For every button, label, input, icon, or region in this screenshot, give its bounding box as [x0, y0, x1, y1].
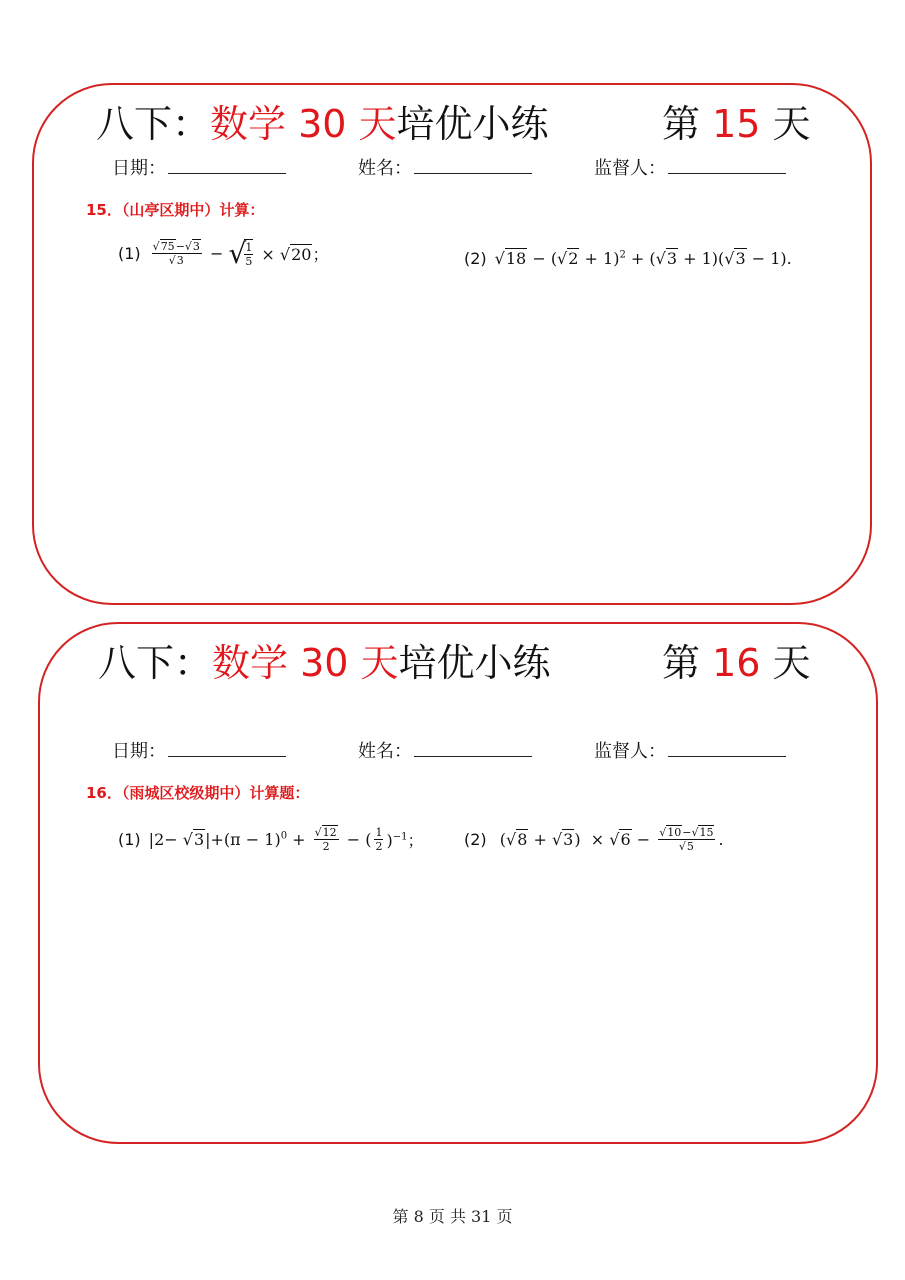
day-number: 15 [712, 102, 761, 146]
practice-card-day-15 [32, 83, 872, 605]
fraction: $\frac{√75-√3}{√3}$ [152, 240, 200, 267]
date-field[interactable] [112, 155, 286, 182]
practice-card-day-16 [38, 622, 878, 1144]
fraction: $\frac{√10-√15}{√5}$ [659, 826, 714, 853]
day-suffix: 天 [760, 641, 811, 685]
supervisor-blank[interactable] [668, 155, 786, 174]
supervisor-field[interactable] [594, 155, 786, 182]
name-blank[interactable] [414, 155, 532, 174]
problem-1: (1) $\frac{√75-√3}{√3}$ − √ $\frac{1}{5}$ × √20； [118, 236, 329, 270]
date-blank[interactable] [168, 155, 286, 174]
question-heading: 16．（雨城区校级期中）计算题： [86, 784, 310, 802]
date-field[interactable] [112, 738, 286, 765]
day-suffix: 天 [760, 102, 811, 146]
problem-label: (1) [118, 244, 141, 263]
supervisor-label: 监督人： [594, 741, 666, 762]
date-blank[interactable] [168, 738, 286, 757]
title-highlight: 数学 30 天 [210, 102, 397, 146]
fraction: $\frac{√12}{2}$ [314, 826, 337, 853]
day-label [662, 638, 811, 688]
supervisor-field[interactable] [594, 738, 786, 765]
title-prefix: 八下： [98, 641, 213, 685]
title-prefix: 八下： [96, 102, 211, 146]
fraction: $\frac{1}{2}$ [375, 826, 383, 853]
day-number: 16 [712, 641, 761, 685]
day-prefix: 第 [662, 102, 713, 146]
supervisor-blank[interactable] [668, 738, 786, 757]
day-prefix: 第 [662, 641, 713, 685]
problem-label: (2) [464, 830, 487, 849]
name-label: 姓名： [358, 741, 412, 762]
title-suffix: 培优小练 [398, 641, 551, 685]
sqrt-fraction: √ $\frac{1}{5}$ [228, 236, 253, 270]
name-field[interactable] [358, 155, 532, 182]
problem-label: (2) [464, 249, 487, 268]
page-footer: 第 8 页 共 31 页 [392, 1207, 513, 1226]
problem-2: (2) $√18 - (√2 + 1)^2 + (√3 + 1)(√3 - 1)$. [464, 249, 792, 268]
name-label: 姓名： [358, 158, 412, 179]
problem-label: (1) [118, 830, 141, 849]
question-heading: 15．（山亭区期中）计算： [86, 201, 265, 219]
supervisor-label: 监督人： [594, 158, 666, 179]
card-title [96, 99, 549, 149]
problem-1: (1) $|2- √3|+(\pi - 1)^0$ + $\frac{√12}{2}$ − ( $\frac{1}{2}$ )$^{-1}$； [118, 826, 424, 853]
day-label [662, 99, 811, 149]
name-blank[interactable] [414, 738, 532, 757]
card-title [98, 638, 551, 688]
date-label: 日期： [112, 158, 166, 179]
name-field[interactable] [358, 738, 532, 765]
date-label: 日期： [112, 741, 166, 762]
problem-2: (2) (√8 + √3) × √6 − $\frac{√10-√15}{√5}$ . [464, 826, 724, 853]
title-highlight: 数学 30 天 [212, 641, 399, 685]
title-suffix: 培优小练 [396, 102, 549, 146]
